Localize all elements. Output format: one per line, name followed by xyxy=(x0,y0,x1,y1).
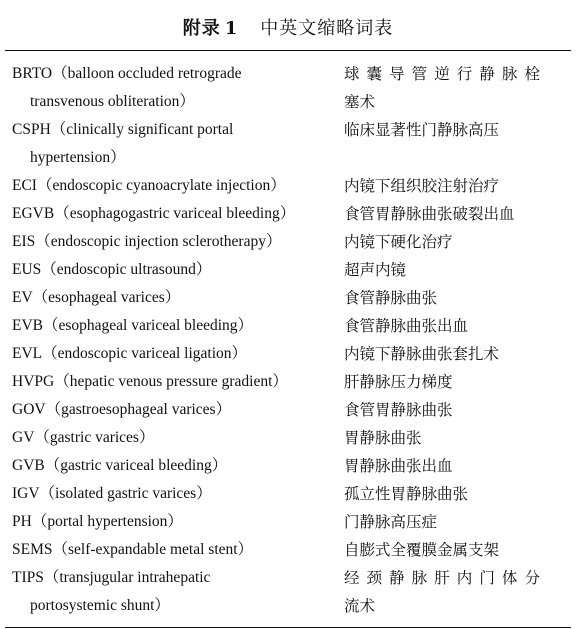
english-term xyxy=(12,256,330,284)
english-term xyxy=(12,396,330,424)
english-term-line: EVL（endoscopic variceal ligation） xyxy=(12,345,248,362)
english-term-line: CSPH（clinically significant portal xyxy=(12,121,234,138)
chinese-term-line: 自膨式全覆膜金属支架 xyxy=(344,541,500,559)
table-row xyxy=(0,60,576,116)
table-row xyxy=(0,172,576,200)
chinese-term xyxy=(344,452,544,480)
english-term-line: IGV（isolated gastric varices） xyxy=(12,485,212,502)
chinese-term-line xyxy=(344,144,544,172)
table-row xyxy=(0,480,576,508)
english-term xyxy=(12,200,330,228)
english-term-line: transvenous obliteration） xyxy=(30,93,195,110)
english-term xyxy=(12,172,330,200)
chinese-term xyxy=(344,256,544,284)
english-term-line: EIS（endoscopic injection sclerotherapy） xyxy=(12,233,282,250)
chinese-term xyxy=(344,368,544,396)
english-term-line: EV（esophageal varices） xyxy=(12,289,181,306)
english-term xyxy=(12,424,330,452)
chinese-term-line: 食管胃静脉曲张破裂出血 xyxy=(344,205,515,223)
english-term-line: HVPG（hepatic venous pressure gradient） xyxy=(12,373,288,390)
english-term xyxy=(12,228,330,256)
chinese-term xyxy=(344,312,544,340)
title-label: 附录 xyxy=(182,18,221,39)
bottom-rule xyxy=(5,627,571,628)
table-row xyxy=(0,396,576,424)
english-term-line: BRTO（balloon occluded retrograde xyxy=(12,65,242,82)
chinese-term-line: 内镜下硬化治疗 xyxy=(344,233,453,251)
chinese-term xyxy=(344,60,544,116)
chinese-term-line: 临床显著性门静脉高压 xyxy=(344,121,500,139)
english-term xyxy=(12,564,330,620)
chinese-term xyxy=(344,172,544,200)
english-term-line: EVB（esophageal variceal bleeding） xyxy=(12,317,254,334)
chinese-term-line: 肝静脉压力梯度 xyxy=(344,373,453,391)
chinese-term-line: 食管胃静脉曲张 xyxy=(344,401,453,419)
chinese-term-line: 胃静脉曲张 xyxy=(344,429,422,447)
english-term xyxy=(12,116,330,172)
chinese-term xyxy=(344,424,544,452)
table-row xyxy=(0,284,576,312)
chinese-term xyxy=(344,396,544,424)
english-term xyxy=(12,340,330,368)
table-row xyxy=(0,200,576,228)
table-row xyxy=(0,452,576,480)
chinese-term xyxy=(344,340,544,368)
english-term xyxy=(12,480,330,508)
chinese-term-line: 门静脉高压症 xyxy=(344,513,438,531)
chinese-term xyxy=(344,536,544,564)
english-term-line: hypertension） xyxy=(30,149,126,166)
english-term-line: PH（portal hypertension） xyxy=(12,513,183,530)
table-row xyxy=(0,368,576,396)
english-term-line: portosystemic shunt） xyxy=(30,597,170,614)
chinese-term-line: 塞术 xyxy=(344,93,376,111)
english-term-line: GOV（gastroesophageal varices） xyxy=(12,401,232,418)
table-row xyxy=(0,424,576,452)
chinese-term xyxy=(344,508,544,536)
chinese-term-line: 内镜下静脉曲张套扎术 xyxy=(344,345,500,363)
chinese-term-line: 超声内镜 xyxy=(344,261,407,279)
chinese-term xyxy=(344,116,544,172)
english-term-line: EUS（endoscopic ultrasound） xyxy=(12,261,212,278)
table-row xyxy=(0,228,576,256)
english-term-line: GVB（gastric variceal bleeding） xyxy=(12,457,228,474)
chinese-term-line: 食管静脉曲张出血 xyxy=(344,317,469,335)
table-row xyxy=(0,536,576,564)
chinese-term xyxy=(344,284,544,312)
english-term xyxy=(12,368,330,396)
english-term-line: TIPS（transjugular intrahepatic xyxy=(12,569,211,586)
english-term-line: GV（gastric varices） xyxy=(12,429,155,446)
chinese-term-line: 流术 xyxy=(344,597,376,615)
english-term xyxy=(12,312,330,340)
table-row xyxy=(0,508,576,536)
chinese-term xyxy=(344,480,544,508)
chinese-term-line: 食管静脉曲张 xyxy=(344,289,438,307)
chinese-term-line: 球囊导管逆行静脉栓 xyxy=(344,65,540,83)
chinese-term xyxy=(344,228,544,256)
table-row xyxy=(0,256,576,284)
table-row xyxy=(0,312,576,340)
table-row xyxy=(0,564,576,620)
chinese-term-line: 经颈静脉肝内门体分 xyxy=(344,569,540,587)
english-term xyxy=(12,508,330,536)
title-text: 中英文缩略词表 xyxy=(260,18,394,39)
english-term-line: ECI（endoscopic cyanoacrylate injection） xyxy=(12,177,286,194)
chinese-term xyxy=(344,200,544,228)
table-row xyxy=(0,340,576,368)
table-row xyxy=(0,116,576,172)
chinese-term-line: 孤立性胃静脉曲张 xyxy=(344,485,469,503)
english-term-line: EGVB（esophagogastric variceal bleeding） xyxy=(12,205,296,222)
english-term xyxy=(12,60,330,116)
chinese-term xyxy=(344,564,544,620)
table-title xyxy=(0,14,576,40)
english-term xyxy=(12,284,330,312)
top-rule xyxy=(5,50,571,51)
english-term-line: SEMS（self-expandable metal stent） xyxy=(12,541,254,558)
chinese-term-line: 胃静脉曲张出血 xyxy=(344,457,453,475)
english-term xyxy=(12,452,330,480)
abbreviation-list xyxy=(0,60,576,620)
english-term xyxy=(12,536,330,564)
title-number: 1 xyxy=(224,18,239,39)
chinese-term-line: 内镜下组织胶注射治疗 xyxy=(344,177,500,195)
